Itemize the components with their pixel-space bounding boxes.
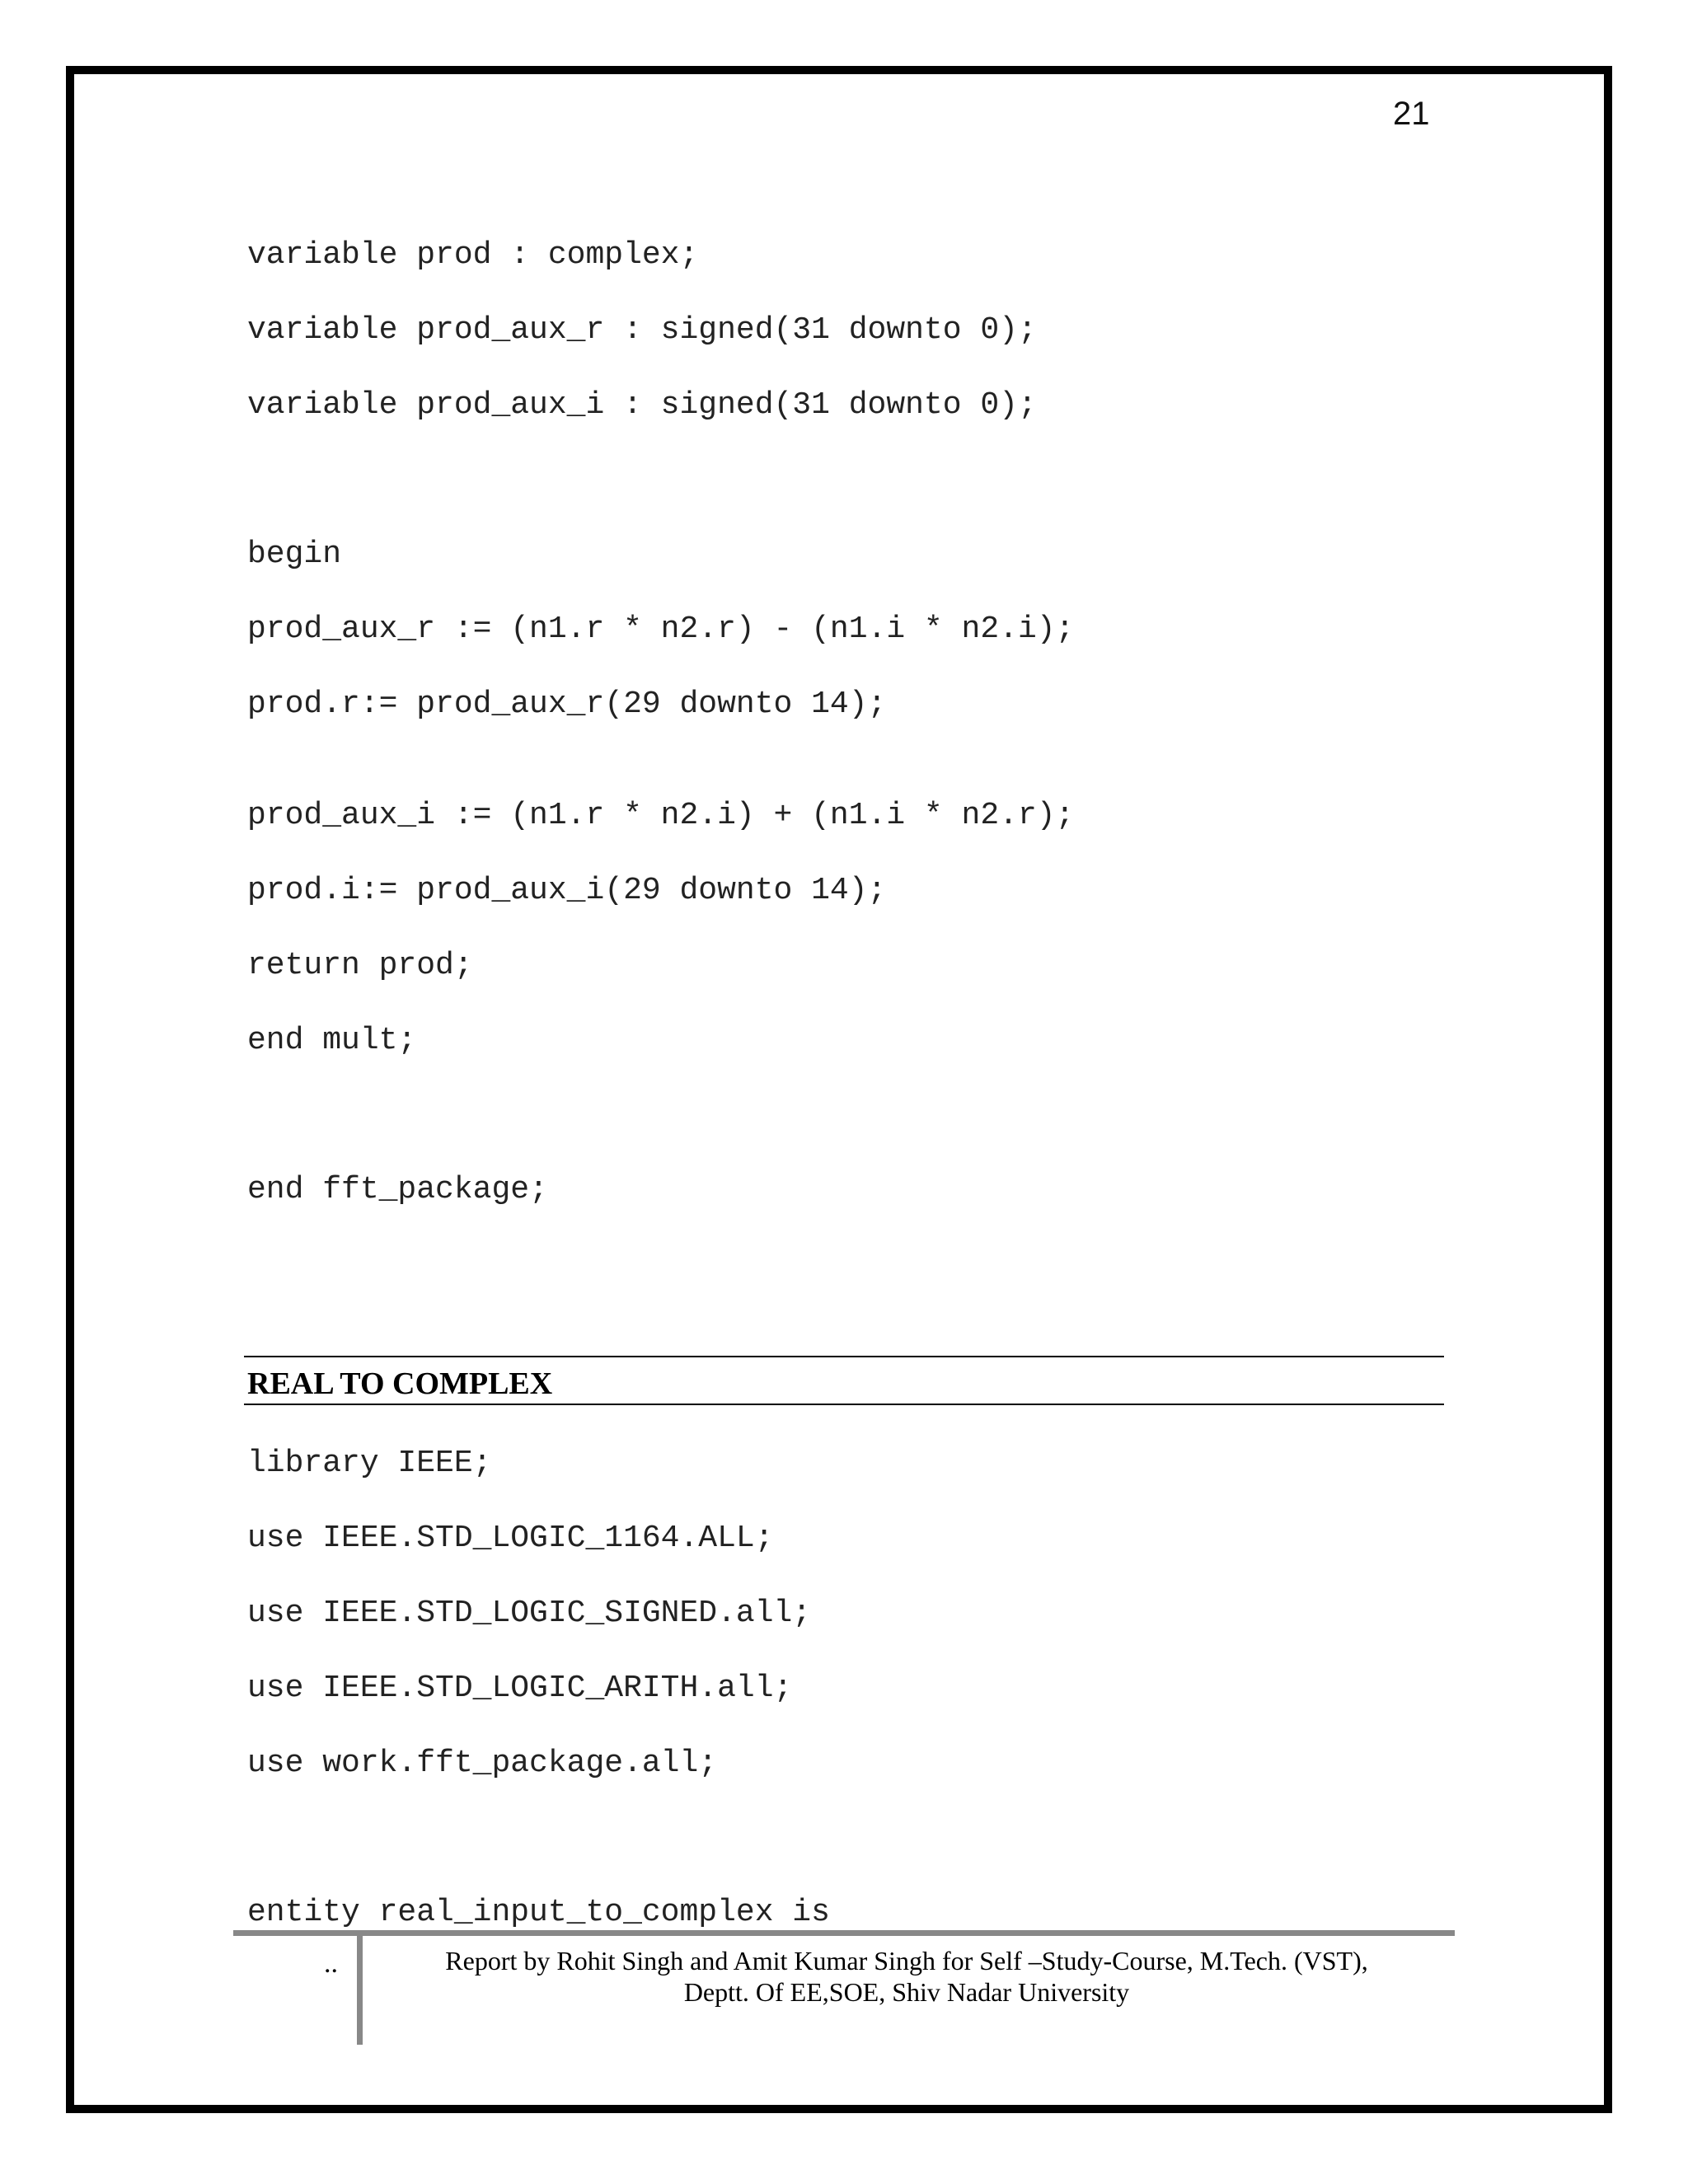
code-line: library IEEE; [247, 1446, 492, 1481]
page-border [66, 66, 1612, 2113]
section-heading: REAL TO COMPLEX [247, 1366, 553, 1401]
code-line: variable prod_aux_r : signed(31 downto 0); [247, 312, 1037, 348]
footer-rule [233, 1930, 1455, 1936]
heading-bottom-rule [244, 1404, 1444, 1405]
heading-top-rule [244, 1356, 1444, 1357]
footer-text [379, 1945, 1434, 2008]
footer-marker: .. [324, 1948, 338, 1979]
code-line: use IEEE.STD_LOGIC_1164.ALL; [247, 1521, 774, 1556]
footer-divider [357, 1936, 363, 2045]
code-line: variable prod : complex; [247, 237, 699, 273]
code-line: end mult; [247, 1023, 417, 1058]
code-line: use IEEE.STD_LOGIC_ARITH.all; [247, 1671, 793, 1706]
page-number: 21 [1393, 96, 1430, 132]
code-line: prod.i:= prod_aux_i(29 downto 14); [247, 873, 887, 908]
code-line: return prod; [247, 948, 473, 983]
code-line: prod.r:= prod_aux_r(29 downto 14); [247, 687, 887, 722]
code-line: begin [247, 537, 342, 572]
code-line: prod_aux_r := (n1.r * n2.r) - (n1.i * n2.i); [247, 612, 1075, 647]
footer-line-2: Deptt. Of EE,SOE, Shiv Nadar University [683, 1977, 1130, 2007]
footer-line-1: Report by Rohit Singh and Amit Kumar Singh for Self –Study-Course, M.Tech. (VST), [445, 1946, 1368, 1975]
code-line: entity real_input_to_complex is [247, 1895, 830, 1930]
code-line: use IEEE.STD_LOGIC_SIGNED.all; [247, 1596, 812, 1631]
code-line: end fft_package; [247, 1172, 548, 1207]
code-line: use work.fft_package.all; [247, 1746, 718, 1781]
code-line: prod_aux_i := (n1.r * n2.i) + (n1.i * n2.r); [247, 798, 1075, 833]
code-line: variable prod_aux_i : signed(31 downto 0); [247, 387, 1037, 423]
